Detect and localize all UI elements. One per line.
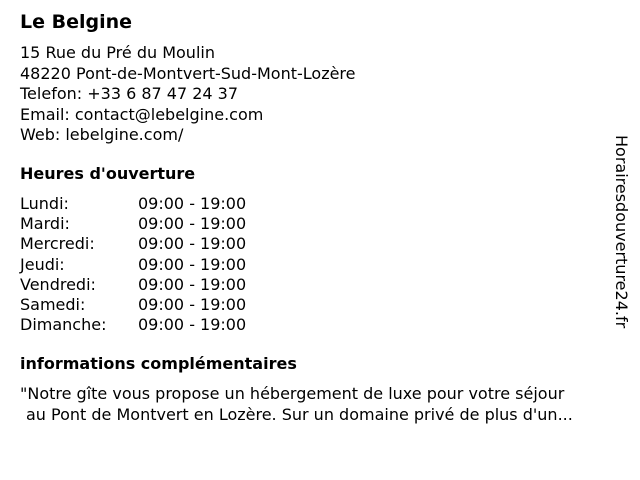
time-range: 09:00 - 19:00: [138, 295, 247, 315]
site-watermark: Horairesdouverture24.fr: [612, 135, 631, 329]
hours-row-tuesday: [20, 214, 246, 234]
address-city: 48220 Pont-de-Montvert-Sud-Mont-Lozère: [20, 63, 356, 83]
time-range: 09:00 - 19:00: [138, 254, 247, 274]
day-label: Vendredi:: [20, 274, 96, 294]
opening-hours-heading: Heures d'ouverture: [20, 164, 196, 183]
additional-info-text: [20, 383, 632, 425]
time-range: 09:00 - 19:00: [138, 214, 247, 234]
day-label: Mardi:: [20, 214, 70, 234]
hours-row-sunday: [20, 315, 246, 335]
email-address: Email: contact@lebelgine.com: [20, 104, 264, 124]
time-range: 09:00 - 19:00: [138, 315, 247, 335]
address-street: 15 Rue du Pré du Moulin: [20, 43, 215, 62]
day-label: Dimanche:: [20, 315, 107, 335]
time-range: 09:00 - 19:00: [138, 234, 247, 254]
hours-row-wednesday: [20, 234, 246, 254]
description-line-2: au Pont de Montvert en Lozère. Sur un domaine privé de plus d'un...: [26, 405, 573, 424]
hours-row-monday: [20, 194, 246, 214]
day-label: Lundi:: [20, 194, 69, 213]
hours-row-friday: [20, 275, 246, 295]
description-line-1: "Notre gîte vous propose un hébergement de luxe pour votre séjour: [20, 384, 565, 403]
opening-hours-table: [20, 194, 246, 335]
hours-row-saturday: [20, 295, 246, 315]
day-label: Samedi:: [20, 295, 86, 315]
day-label: Mercredi:: [20, 234, 95, 254]
hours-row-thursday: [20, 255, 246, 275]
time-range: 09:00 - 19:00: [138, 274, 247, 294]
phone-number: Telefon: +33 6 87 47 24 37: [20, 84, 239, 103]
website: Web: lebelgine.com/: [20, 125, 184, 144]
contact-block: [20, 43, 356, 146]
business-name: Le Belgine: [20, 11, 133, 33]
additional-info-heading: informations complémentaires: [20, 354, 297, 373]
day-label: Jeudi:: [20, 254, 65, 274]
time-range: 09:00 - 19:00: [138, 194, 247, 213]
